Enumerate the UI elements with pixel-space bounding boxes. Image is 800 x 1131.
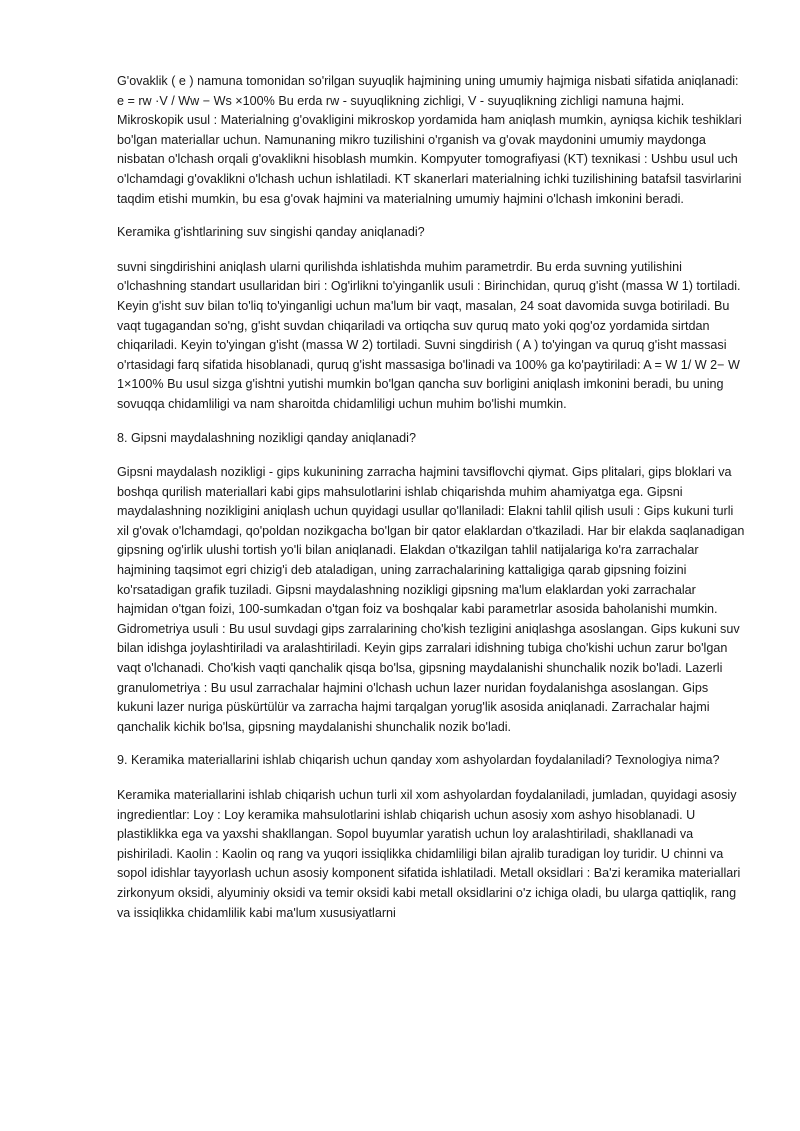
question-9-ceramic-raw-materials: 9. Keramika materiallarini ishlab chiqarish uchun qanday xom ashyolardan foydalaniladi? Texnologiya nima? <box>117 753 720 768</box>
paragraph-water-absorption: suvni singdirishini aniqlash ularni qurilishda ishlatishda muhim parametrdir. Bu erda suvning yutilishini o'lchashning standart usullaridan biri : Og'irlikni to'yinganlik usuli : Birinchidan, quruq g'isht (massa W 1) tortiladi. Keyin g'isht suv bilan to'liq to'yinganligi uchun ma'lum bir vaqt, masalan, 24 soat davomida suvga botiriladi. Bu vaqt tugagandan so'ng, g'isht suvdan chiqariladi va ortiqcha suv quruq mato yoki qog'oz yordamida sirtdan chiqariladi. Keyin to'yingan g'isht (massa W 2) tortiladi. Suvni singdirish ( A ) to'yingan va quruq g'isht massasi o'rtasidagi farq sifatida hisoblanadi, quruq g'isht massasiga bo'linadi va 100% ga ko'paytiriladi: A = W 1/ W 2− W 1×100% Bu usul sizga g'ishtni yutishi mumkin bo'lgan qancha suv borligini aniqlash imkonini beradi, bu uning sovuqqa chidamliligi va nam sharoitda chidamliligi uchun muhim bo'lishi mumkin. <box>117 259 741 411</box>
question-8-gypsum-fineness: 8. Gipsni maydalashning nozikligi qanday aniqlanadi? <box>117 430 416 445</box>
question-water-absorption: Keramika g'ishtlarining suv singishi qanday aniqlanadi? <box>117 225 425 240</box>
document-page <box>117 72 745 937</box>
paragraph-ceramic-raw-materials: Keramika materiallarini ishlab chiqarish uchun turli xil xom ashyolardan foydalaniladi, jumladan, quyidagi asosiy ingredientlar: Loy : Loy keramika mahsulotlarini ishlab chiqarish uchun asosiy xom ashyo hisoblanadi. U plastiklikka ega va yaxshi shakllangan. Sopol buyumlar yaratish uchun loy aralashtiriladi, shakllanadi va pishiriladi. Kaolin : Kaolin oq rang va yuqori issiqlikka chidamliligi bilan ajralib turadigan loy turidir. U chinni va sopol idishlar tayyorlash uchun asosiy komponent sifatida ishlatiladi. Metall oksidlari : Ba'zi keramika materiallari zirkonyum oksidi, alyuminiy oksidi va temir oksidi kabi metall oksidlarini o'z ichiga oladi, bu ularga qattiqlik, rang va issiqlikka chidamlilik kabi ma'lum xususiyatlarni <box>117 788 741 920</box>
paragraph-gypsum-fineness: Gipsni maydalash nozikligi - gips kukunining zarracha hajmini tavsiflovchi qiymat. Gips plitalari, gips bloklari va boshqa qurilish materiallari kabi gips mahsulotlarini ishlab chiqarishda muhim ahamiyatga ega. Gipsni maydalashning nozikligini aniqlash uchun quyidagi usullar qo'llaniladi: Elakni tahlil qilish usuli : Gips kukuni turli xil g'ovak o'lchamdagi, qo'poldan nozikgacha bo'lgan bir qator elaklardan o'tkaziladi. Har bir elakda saqlanadigan gipsning og'irlik ulushi tortish yo'li bilan aniqlanadi. Elakdan o'tkazilgan tahlil natijalariga ko'ra zarrachalar hajmining taqsimot egri chizig'i deb ataladigan, uning zarrachalarining kattaligiga qarab gipsning foizini ko'rsatadigan grafik tuziladi. Gipsni maydalashning nozikligi gipsning ma'lum elaklardan yoki zarrachalar hajmidan o'tgan foizi, 100-sumkadan o'tgan foiz va boshqalar kabi parametrlar asosida baholanishi mumkin. Gidrometriya usuli : Bu usul suvdagi gips zarralarining cho'kish tezligini aniqlashga asoslangan. Gips kukuni suv bilan idishga joylashtiriladi va aralashtiriladi. Keyin gips zarralari idishning tubiga cho'kishi uchun zarur bo'lgan vaqt o'lchanadi. Cho'kish vaqti qanchalik qisqa bo'lsa, gipsning maydalanishi shunchalik nozik bo'ladi. Lazerli granulometriya : Bu usul zarrachalar hajmini o'lchash uchun lazer nuridan foydalanishga asoslangan. Gips kukuni lazer nuriga püskürtülür va zarracha hajmi tarqalgan yorug'lik asosida aniqlanadi. Zarrachalar hajmi qanchalik kichik bo'lsa, gipsning maydalanishi shunchalik nozik bo'ladi. <box>117 465 745 734</box>
paragraph-porosity-methods: G'ovaklik ( e ) namuna tomonidan so'rilgan suyuqlik hajmining uning umumiy hajmiga nisbati sifatida aniqlanadi: e = rw ·V / Ww − Ws ×100% Bu erda rw - suyuqlikning zichligi, V - suyuqlikning zichligi namuna hajmi. Mikroskopik usul : Materialning g'ovakligini mikroskop yordamida ham aniqlash mumkin, ayniqsa kichik teshiklari bo'lgan materiallar uchun. Namunaning mikro tuzilishini o'rganish va g'ovak maydonini umumiy maydonga nisbatan o'lchash orqali g'ovaklikni hisoblash mumkin. Kompyuter tomografiyasi (KT) texnikasi : Ushbu usul uch o'lchamdagi g'ovaklikni o'lchash uchun ishlatiladi. KT skanerlari materialning ichki tuzilishining batafsil tasvirlarini taqdim etishi mumkin, bu esa g'ovak hajmini va materialning umumiy hajmini o'lchash imkonini beradi. <box>117 74 742 206</box>
